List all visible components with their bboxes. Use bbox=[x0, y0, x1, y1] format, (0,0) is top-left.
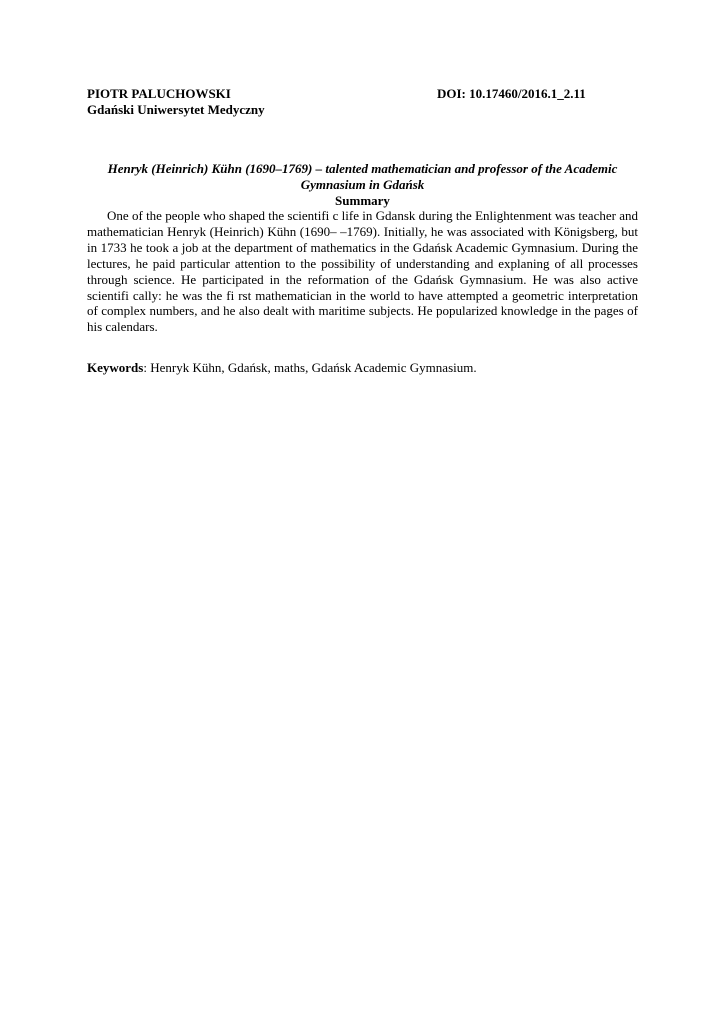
doi-label: DOI: 10.17460/2016.1_2.11 bbox=[437, 86, 586, 101]
keywords-line bbox=[87, 360, 638, 376]
keywords-label: Keywords bbox=[87, 360, 144, 375]
article-title: Henryk (Heinrich) Kühn (1690–1769) – talented mathematician and professor of the Academic Gymnasium in Gdańsk bbox=[107, 161, 618, 192]
header-row bbox=[87, 86, 627, 102]
summary-heading: Summary bbox=[335, 193, 390, 208]
keywords-text: : Henryk Kühn, Gdańsk, maths, Gdańsk Academic Gymnasium. bbox=[143, 360, 477, 375]
author-affiliation: Gdański Uniwersytet Medyczny bbox=[87, 102, 265, 117]
summary-text: One of the people who shaped the scientifi c life in Gdansk during the Enlightenment was teacher and mathematician Henryk (Heinrich) Kühn (1690– –1769). Initially, he was associated with Königsberg, but in 1733 he took a job at the department of mathematics in the Gdańsk Academic Gymnasium. During the lectures, he paid particular attention to the possibility of understanding and explaning of all processes through science. He participated in the reformation of the Gdańsk Gymnasium. He was also active scientifi cally: he was the fi rst mathematician in the world to have attempted a geometric interpretation of complex numbers, and he also dealt with maritime subjects. He popularized knowledge in the pages of his calendars. bbox=[87, 208, 638, 335]
author-name: PIOTR PALUCHOWSKI bbox=[87, 86, 231, 101]
